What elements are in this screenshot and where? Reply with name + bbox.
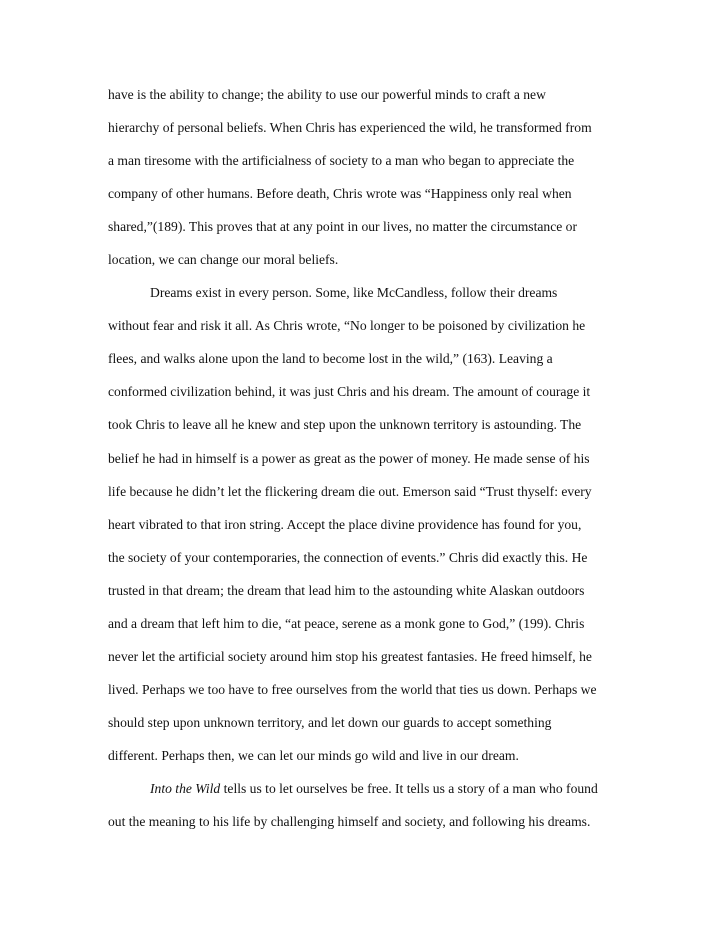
text-line: and a dream that left him to die, “at peace, serene as a monk gone to God,” (199). Chris [108, 615, 585, 631]
text-line: a man tiresome with the artificialness of society to a man who began to appreciate the [108, 153, 575, 169]
book-title: Into the Wild [150, 780, 221, 796]
text-line: took Chris to leave all he knew and step upon the unknown territory is astounding. The [108, 417, 582, 433]
text-line: different. Perhaps then, we can let our minds go wild and live in our dream. [108, 747, 519, 763]
text-line: flees, and walks alone upon the land to become lost in the wild,” (163). Leaving a [108, 351, 553, 367]
text-line: heart vibrated to that iron string. Accept the place divine providence has found for you, [108, 516, 582, 532]
text-line: hierarchy of personal beliefs. When Chris has experienced the wild, he transformed from [108, 120, 592, 136]
text-line: should step upon unknown territory, and let down our guards to accept something [108, 714, 552, 730]
text-line: shared,”(189). This proves that at any point in our lives, no matter the circumstance or [108, 219, 577, 235]
text-line: conformed civilization behind, it was just Chris and his dream. The amount of courage it [108, 384, 591, 400]
text-line: out the meaning to his life by challenging himself and society, and following his dreams. [108, 814, 591, 830]
text-line: company of other humans. Before death, Chris wrote was “Happiness only real when [108, 186, 572, 202]
paragraph-first-line [108, 778, 628, 811]
text-line-remainder: tells us to let ourselves be free. It tells us a story of a man who found [220, 780, 598, 796]
text-line: belief he had in himself is a power as great as the power of money. He made sense of his [108, 450, 590, 466]
text-line: trusted in that dream; the dream that lead him to the astounding white Alaskan outdoors [108, 582, 585, 598]
text-line: the society of your contemporaries, the connection of events.” Chris did exactly this. He [108, 549, 588, 565]
text-line: life because he didn’t let the flickering dream die out. Emerson said “Trust thyself: every [108, 483, 592, 499]
text-line: without fear and risk it all. As Chris wrote, “No longer to be poisoned by civilization he [108, 318, 586, 334]
text-line: never let the artificial society around him stop his greatest fantasies. He freed himself, he [108, 648, 592, 664]
paragraph-first-line: Dreams exist in every person. Some, like McCandless, follow their dreams [150, 285, 558, 301]
essay-text [108, 84, 628, 844]
text-line: have is the ability to change; the ability to use our powerful minds to craft a new [108, 87, 546, 102]
text-line: location, we can change our moral beliefs. [108, 252, 339, 268]
text-line: lived. Perhaps we too have to free ourselves from the world that ties us down. Perhaps we [108, 681, 597, 697]
